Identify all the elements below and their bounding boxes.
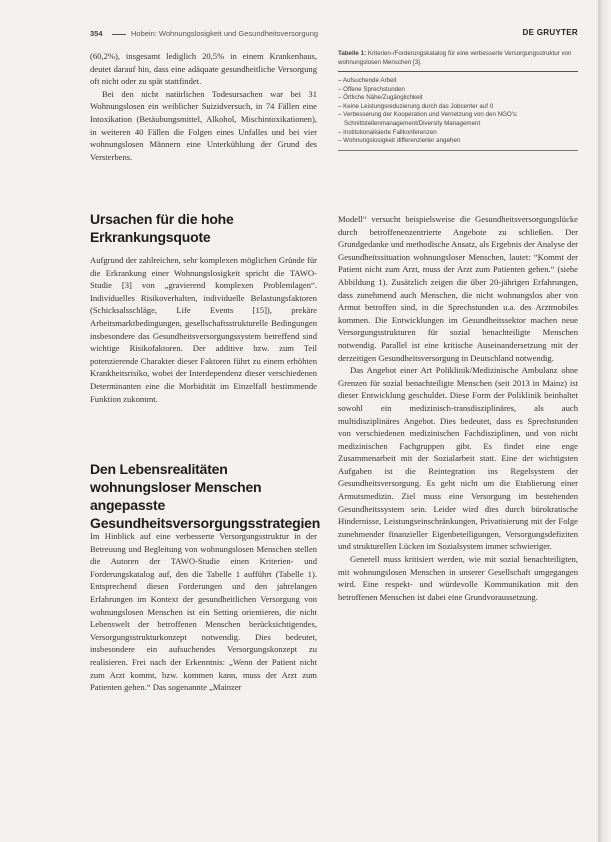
- table-list: [338, 77, 578, 146]
- table-caption-label: Tabelle 1:: [338, 50, 367, 57]
- table-item: – Aufsuchende Arbeit: [338, 77, 397, 84]
- table-caption: [338, 50, 578, 67]
- paragraph: Modell“ versucht beispielsweise die Gesundheitsversorgungslücke durch betroffenenzentrierte Angebote zu schließen. Der Grundgedanke und methodische Ansatz, als Ergebnis der Analyse der Gesundheitssituation wohnungsloser Menschen, lautet: “Kommt der Patient nicht zum Arzt, muss der Arzt zum Patienten gehen.“ (siehe Abbildung 1). Zusätzlich zeigen die über 20-jährigen Erfahrungen, dass zunehmend auch Menschen, die nicht wohnungslos aber von Armut betroffen sind, in die Sprechstunden u.a. des Arztmobiles kommen. Die Entwicklungen im Gesundheitssektor machen neue Versorgungsstrukturen für sozial benachteiligte Menschen notwendig. Parallel ist eine kritische Auseinandersetzung mit der derzeitigen Gesundheitsversorgung in Deutschland notwendig.: [338, 214, 578, 363]
- table-item: – Offene Sprechstunden: [338, 85, 405, 93]
- left-column-top: [90, 50, 317, 163]
- left-column-middle: [90, 254, 317, 405]
- table-1: [338, 50, 578, 151]
- table-top-rule: [338, 71, 578, 72]
- paragraph: Generell muss kritisiert werden, wie mit sozial benachteiligten, mit wohnungslosen Menschen in unserer Gesellschaft umgegangen wird. Eine respekt- und würdevolle Kommunikation mit den betroffenen Menschen ist dabei eine Grundvoraussetzung.: [338, 554, 578, 602]
- table-item: – Keine Leistungsreduzierung durch das Jobcenter auf 0: [338, 102, 494, 110]
- table-item: – Örtliche Nähe/Zugänglichkeit: [338, 94, 423, 102]
- table-item: – Verbesserung der Kooperation und Vernetzung von den NGO's: Schnittstellenmanagement/Diversity Management: [338, 111, 518, 127]
- section-heading: Den Lebensrealitäten wohnungsloser Menschen angepasste Gesundheitsversorgungsstrategien: [90, 461, 321, 531]
- section-heading: Ursachen für die hohe Erkrankungsquote: [90, 211, 234, 245]
- header-dash: [112, 34, 126, 35]
- left-column-bottom: [90, 530, 317, 694]
- paragraph: Aufgrund der zahlreichen, sehr komplexen möglichen Gründe für die Erkrankung einer Wohnungslosigkeit spricht die TAWO-Studie [3] von „gravierend komplexen Problemlagen“. Individuelles Risikoverhalten, individuelle Belastungsfaktoren (Schicksalsschläge, Life Events [15]), prekäre Arbeitsmarktbedingungen, gesellschaftsstrukturelle Bedingungen insbesondere das Gesundheitsversorgungssystem betreffend sind wichtige Risikofaktoren. Der additive bzw. zum Teil potenzierende Charakter dieser Faktoren führt zu einem erhöhten Krankheitsrisiko, wobei der Interdependenz dieser verschiedenen Determinanten eine die Morbidität im Einzelfall bestimmende Funktion zukommt.: [90, 255, 317, 404]
- paragraph: Das Angebot einer Art Poliklinik/Medizinische Ambulanz ohne Grenzen für sozial benachteiligte Menschen (seit 2013 in Mainz) ist dieser Entwicklung geschuldet. Diese Form der Poliklinik beinhaltet sowohl ein medizinisch-transdisziplinäres, als auch multidisziplinäres Angebot. Dies bedeutet, dass es Sprechstunden von verschiedenen medizinischen Fachdisziplinen, und von nicht medizinischen Fachgruppen gibt. Es findet eine enge Zusammenarbeit mit der Sozialarbeit statt. Eine der wichtigsten Aufgaben ist die Reintegration ins Regelsystem der Gesundheitsversorgung. Es geht nicht um die Etablierung einer Armutsmedizin. Ziel muss eine Versorgung im bestehenden Gesundheitssystem sein. Leider wird dies durch bürokratische Hindernisse, Leistungseinschränkungen, Privatisierung mit der Folge zunehmender finanzieller Eigenbeteiligungen, Versorgungsdefiziten und strukturellen Lücken im Sozialsystem immer schwieriger.: [338, 365, 578, 552]
- running-header: [90, 27, 578, 41]
- table-item: – Wohnungslosigkeit differenzierter angehen: [338, 137, 461, 145]
- running-title: Hobein: Wohnungslosigkeit und Gesundheitsversorgung: [131, 29, 319, 38]
- page-edge-shadow: [598, 0, 611, 842]
- table-item: – Institutionalisierte Fallkonferenzen: [338, 128, 437, 136]
- paragraph: Im Hinblick auf eine verbesserte Versorgungsstruktur in der Betreuung und Begleitung von wohnungslosen Menschen stellen die Autoren der TAWO-Studie einen Kriterien- und Forderungskatalog auf, den die Tabelle 1 aufführt (Tabelle 1). Entsprechend diesen Forderungen und den jahrelangen Erfahrungen im Kontext der gesundheitlichen Versorgung von wohnungslosen Menschen ist ein Setting orientieren, die nicht Lebenswelt der betroffenen Menschen berücksichtigendes, Versorgungsstrukturkonzept notwendig. Dies bedeutet, insbesondere ein aufsuchendes Versorgungskonzept zu realisieren. Frei nach der Erkenntnis: „Wenn der Patient nicht zum Arzt kommt, bzw. kommen kann, muss der Arzt zum Patienten gehen.“ Das sogenannte „Mainzer: [90, 531, 317, 693]
- paragraph: (60,2%), insgesamt lediglich 20,5% in einem Krankenhaus, deutet darauf hin, dass eine adäquate gesundheitliche Versorgung oft nicht oder zu spät stattfindet.: [90, 51, 317, 87]
- paragraph: Bei den nicht natürlichen Todesursachen war bei 31 Wohnungslosen ein weiblicher Suizidversuch, in 74 Fällen eine Intoxikation (Betäubungsmittel, Alkohol, Mischintoxikationen), in weiteren 40 Fällen die Folgen eines Unfalles und bei vier wohnungslosen Männern eine Unterkühlung der Grund des Versterbens.: [90, 88, 317, 162]
- publisher-logo: DE GRUYTER: [522, 28, 578, 37]
- table-bottom-rule: [338, 150, 578, 151]
- page-number: 354: [90, 29, 103, 38]
- right-column: [338, 213, 578, 603]
- table-caption-text: Kriterien-/Forderungskatalog für eine verbesserte Versorgungsstruktur von wohnungslosen Menschen [3].: [338, 50, 572, 66]
